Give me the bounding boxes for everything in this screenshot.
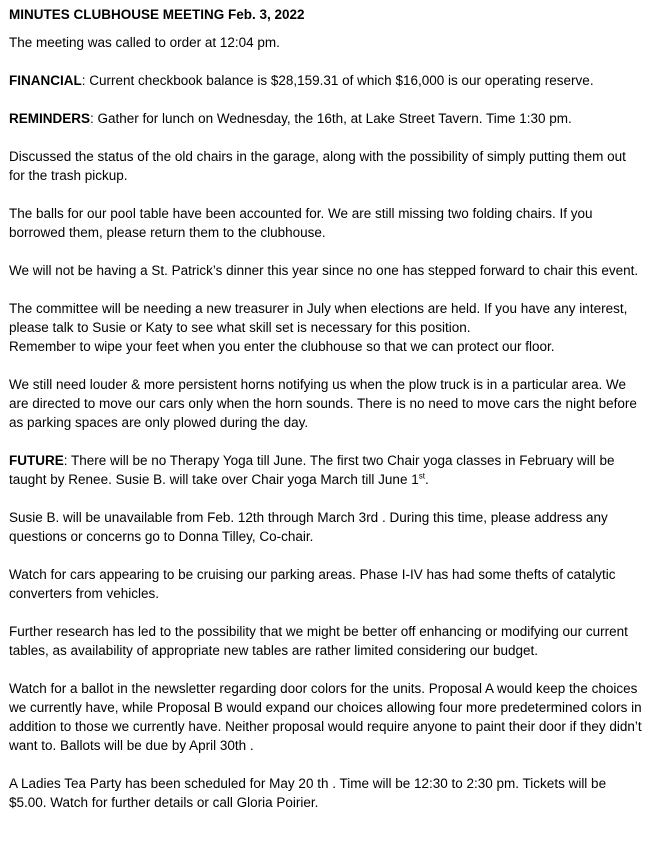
cruising-cars-paragraph: Watch for cars appearing to be cruising our parking areas. Phase I-IV has had some thefts of catalytic converters from vehicles. [9, 567, 616, 601]
financial-paragraph [9, 71, 645, 90]
future-superscript: st [418, 471, 425, 481]
financial-label: FINANCIAL [9, 73, 82, 88]
document-title: MINUTES CLUBHOUSE MEETING Feb. 3, 2022 [9, 7, 305, 22]
reminders-paragraph [9, 109, 645, 128]
tea-party-paragraph: A Ladies Tea Party has been scheduled for May 20 th . Time will be 12:30 to 2:30 pm. Tickets will be $5.00. Watch for further details or call Gloria Poirier. [9, 776, 607, 810]
ballot-paragraph: Watch for a ballot in the newsletter regarding door colors for the units. Proposal A would keep the choices we currently have, while Proposal B would expand our choices allowing four more predetermined colors in addition to those we currently have. Neither proposal would require anyone to paint their door if they didn’t want to. Ballots will be due by April 30th . [9, 681, 642, 753]
future-text: : There will be no Therapy Yoga till June. The first two Chair yoga classes in February will be taught by Renee. Susie B. will take over Chair yoga March till June 1 [9, 453, 615, 487]
reminders-text: : Gather for lunch on Wednesday, the 16th, at Lake Street Tavern. Time 1:30 pm. [90, 111, 572, 126]
future-end: . [424, 472, 429, 487]
reminders-label: REMINDERS [9, 111, 91, 126]
minutes-document [9, 5, 645, 831]
susie-unavailable-paragraph: Susie B. will be unavailable from Feb. 12th through March 3rd . During this time, please address any questions or concerns go to Donna Tilley, Co-chair. [9, 510, 608, 544]
pool-balls-paragraph: The balls for our pool table have been accounted for. We are still missing two folding chairs. If you borrowed them, please return them to the clubhouse. [9, 206, 593, 240]
wipe-feet-paragraph: Remember to wipe your feet when you enter the clubhouse so that we can protect our floor. [9, 339, 555, 354]
chairs-garage-paragraph: Discussed the status of the old chairs in the garage, along with the possibility of simply putting them out for the trash pickup. [9, 149, 626, 183]
future-label: FUTURE [9, 453, 64, 468]
call-to-order: The meeting was called to order at 12:04 pm. [9, 35, 280, 50]
financial-text: : Current checkbook balance is $28,159.31 of which $16,000 is our operating reserve. [81, 73, 594, 88]
tables-paragraph: Further research has led to the possibility that we might be better off enhancing or modifying our current tables, as availability of appropriate new tables are rather limited considering our budget. [9, 624, 628, 658]
future-paragraph [9, 451, 645, 489]
treasurer-paragraph: The committee will be needing a new treasurer in July when elections are held. If you have any interest, please talk to Susie or Katy to see what skill set is necessary for this position. [9, 301, 628, 335]
st-patricks-paragraph: We will not be having a St. Patrick’s dinner this year since no one has stepped forward to chair this event. [9, 263, 639, 278]
plow-paragraph: We still need louder & more persistent horns notifying us when the plow truck is in a particular area. We are directed to move our cars only when the horn sounds. There is no need to move cars the night before as parking spaces are only plowed during the day. [9, 377, 637, 430]
